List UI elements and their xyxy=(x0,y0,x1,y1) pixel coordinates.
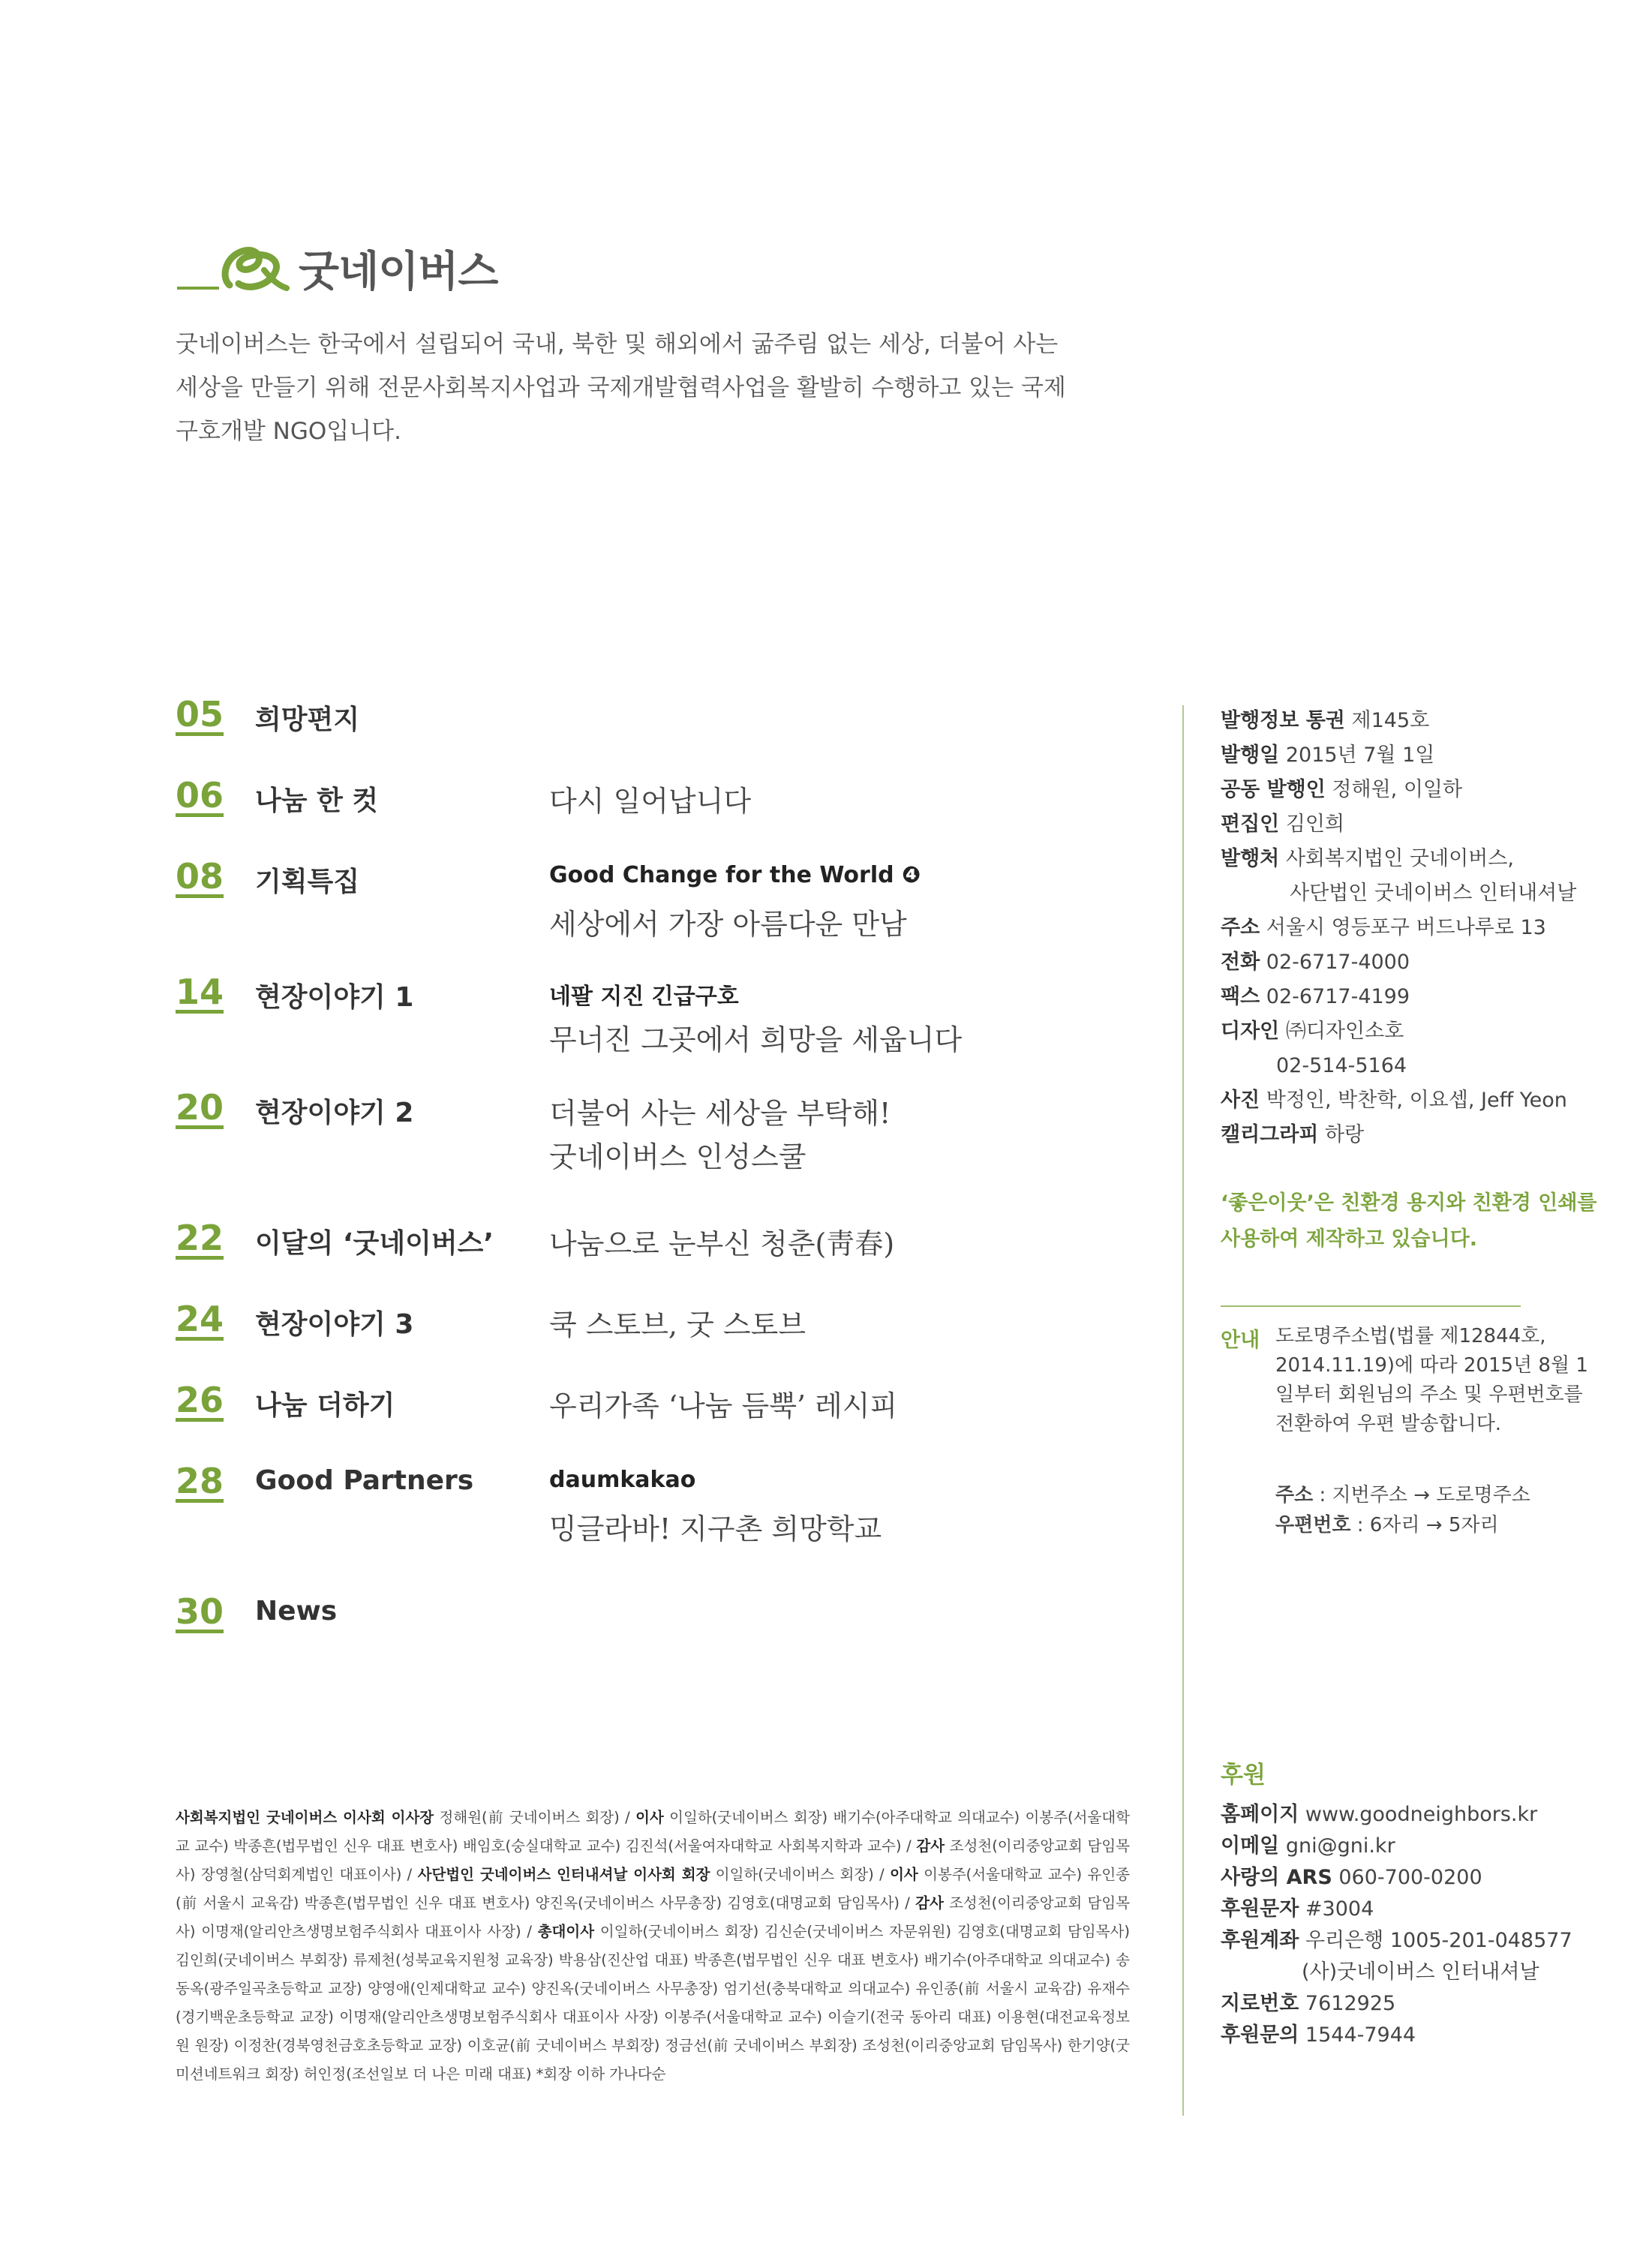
editor-line: 편집인 김인희 xyxy=(1221,813,1345,836)
toc-page-number: 06 xyxy=(176,775,224,816)
photo-line: 사진 박정인, 박찬학, 이요셉, Jeff Yeon xyxy=(1221,1089,1567,1112)
ars-line: 사랑의 ARS 060-700-0200 xyxy=(1221,1866,1482,1889)
issuer-line-2: 사단법인 굿네이버스 인터내셔날 xyxy=(1290,882,1577,905)
toc-section: 이달의 ‘굿네이버스’ xyxy=(255,1228,494,1259)
phone-line: 전화 02-6717-4000 xyxy=(1221,951,1410,974)
intro-text: 굿네이버스는 한국에서 설립되어 국내, 북한 및 해외에서 굶주림 없는 세상, 더불어 사는 세상을 만들기 위해 전문사회복지사업과 국제개발협력사업을 활발히 수행하고 있는 국제구호개발 NGO입니다. xyxy=(176,331,1066,445)
toc-subtitle: Good Change for the World ❹ xyxy=(549,862,921,888)
toc-title: 무너진 그곳에서 희망을 세웁니다 xyxy=(549,1023,963,1056)
toc-section: 기획특집 xyxy=(255,867,360,897)
toc-title-line2: 굿네이버스 인성스쿨 xyxy=(549,1140,806,1173)
support-info xyxy=(1221,1756,1626,2051)
masthead xyxy=(176,225,521,308)
toc-section: 희망편지 xyxy=(255,704,360,735)
date-line: 발행일 2015년 7월 1일 xyxy=(1221,743,1435,767)
toc-title: 더불어 사는 세상을 부탁해! xyxy=(549,1097,891,1130)
toc-title: 쿡 스토브, 굿 스토브 xyxy=(549,1308,806,1341)
toc-title: 세상에서 가장 아름다운 만남 xyxy=(549,908,907,941)
email-line[interactable]: 이메일 gni@gni.kr xyxy=(1221,1834,1395,1858)
brand-name: 굿네이버스 xyxy=(299,248,498,296)
publisher-line: 공동 발행인 정해원, 이일하 xyxy=(1221,778,1463,801)
board-of-directors: 사회복지법인 굿네이버스 이사회 이사장 정해원(前 굿네이버스 회장) / 이사 이일하(굿네이버스 회장) 배기수(아주대학교 의대교수) 이봉주(서울대학교 교수) 박종흔(법무법인 신우 대표 변호사) 배임호(숭실대학교 교수) 김진석(서울여자대학교 사회복지학과 교수) / 감사 조성천(이리중앙교회 담임목사) 장영철(삼덕회계법인 대표이사) / 사단법인 굿네이버스 인터내셔날 이사회 회장 이일하(굿네이버스 회장) / 이사 이봉주(서울대학교 교수) 유인종(前 서울시 교육감) 박종흔(법무법인 신우 대표 변호사) 양진옥(굿네이버스 사무총장) 김영호(대명교회 담임목사) / 감사 조성천(이리중앙교회 담임목사) 이명재(알리안츠생명보험주식회사 대표이사 사장) / 총대이사 이일하(굿네이버스 회장) 김신순(굿네이버스 자문위원) 김영호(대명교회 담임목사) 김인희(굿네이버스 부회장) 류제천(성북교육지원청 교육장) 박용삼(진산업 대표) 박종흔(법무법인 신우 대표 변호사) 배기수(아주대학교 의대교수) 송동옥(광주일곡초등학교 교장) 양영애(인제대학교 교수) 양진옥(굿네이버스 사무총장) 엄기선(충북대학교 의대교수) 유인종(前 서울시 교육감) 유재수(경기백운초등학교 교장) 이명재(알리안츠생명보험주식회사 대표이사 사장) 이봉주(서울대학교 교수) 이슬기(전국 동아리 대표) 이용현(대전교육정보원 원장) 이정찬(경북영천금호초등학교 교장) 이호균(前 굿네이버스 부회장) 정금선(前 굿네이버스 부회장) 조성천(이리중앙교회 담임목사) 한기양(굿미션네트워크 회장) 허인정(조선일보 더 나은 미래 대표) *회장 이하 가나다순 xyxy=(176,1809,1130,2083)
calligraphy-line: 캘리그라피 하랑 xyxy=(1221,1123,1365,1146)
toc-section: 현장이야기 2 xyxy=(255,1098,414,1128)
fax-line: 팩스 02-6717-4199 xyxy=(1221,985,1410,1008)
toc-title: 밍글라바! 지구촌 희망학교 xyxy=(549,1513,882,1546)
toc-page-number: 05 xyxy=(176,694,224,734)
toc-page-number: 24 xyxy=(176,1299,224,1339)
giro-line: 지로번호 7612925 xyxy=(1221,1992,1396,2015)
address-line: 주소 서울시 영등포구 버드나루로 13 xyxy=(1221,916,1546,939)
toc-page-number: 30 xyxy=(176,1591,224,1632)
eco-note: ‘좋은이웃’은 친환경 용지와 친환경 인쇄를 사용하여 제작하고 있습니다. xyxy=(1221,1191,1597,1251)
account-line: 후원계좌 우리은행 1005-201-048577 xyxy=(1221,1929,1572,1952)
toc-section: 현장이야기 1 xyxy=(255,982,414,1013)
address-change-line: 주소 : 지번주소 → 도로명주소 xyxy=(1275,1484,1530,1506)
issue-line: 발행정보 통권 제145호 xyxy=(1221,709,1430,732)
toc-section: 현장이야기 3 xyxy=(255,1309,414,1340)
toc-title: 우리가족 ‘나눔 듬뿍’ 레시피 xyxy=(549,1389,898,1422)
toc-page-number: 14 xyxy=(176,972,224,1012)
toc-page-number: 22 xyxy=(176,1218,224,1258)
toc-page-number: 28 xyxy=(176,1461,224,1501)
toc-title: 다시 일어납니다 xyxy=(549,785,752,818)
sms-line: 후원문자 #3004 xyxy=(1221,1897,1374,1921)
toc-section: Good Partners xyxy=(255,1465,474,1496)
notice-label: 안내 xyxy=(1221,1329,1260,1352)
toc-subtitle: 네팔 지진 긴급구호 xyxy=(549,984,739,1010)
notice-body: 도로명주소법(법률 제12844호, 2014.11.19)에 따라 2015년 8월 1일부터 회원님의 주소 및 우편번호를 전환하여 우편 발송합니다. xyxy=(1275,1325,1588,1435)
design-phone-line: 02-514-5164 xyxy=(1276,1054,1407,1077)
toc-section: 나눔 더하기 xyxy=(255,1390,395,1421)
issuer-line: 발행처 사회복지법인 굿네이버스, xyxy=(1221,847,1514,870)
support-title: 후원 xyxy=(1221,1762,1266,1789)
publication-info xyxy=(1221,704,1611,1152)
toc-section: 나눔 한 컷 xyxy=(255,786,379,816)
toc-page-number: 08 xyxy=(176,856,224,897)
inquiry-line: 후원문의 1544-7944 xyxy=(1221,2023,1416,2047)
good-neighbors-logo-icon xyxy=(176,225,311,308)
column-divider xyxy=(1182,705,1184,2116)
toc-title: 나눔으로 눈부신 청춘(靑春) xyxy=(549,1227,895,1260)
design-line: 디자인 ㈜디자인소호 xyxy=(1221,1020,1404,1043)
toc-subtitle: daumkakao xyxy=(549,1467,696,1493)
zip-change-line: 우편번호 : 6자리 → 5자리 xyxy=(1275,1514,1499,1537)
homepage-line[interactable]: 홈페이지 www.goodneighbors.kr xyxy=(1221,1803,1538,1826)
info-divider xyxy=(1221,1305,1521,1307)
account-holder-line: (사)굿네이버스 인터내셔날 xyxy=(1302,1960,1539,1984)
toc-page-number: 26 xyxy=(176,1380,224,1420)
toc-section: News xyxy=(255,1596,338,1627)
toc-page-number: 20 xyxy=(176,1087,224,1128)
